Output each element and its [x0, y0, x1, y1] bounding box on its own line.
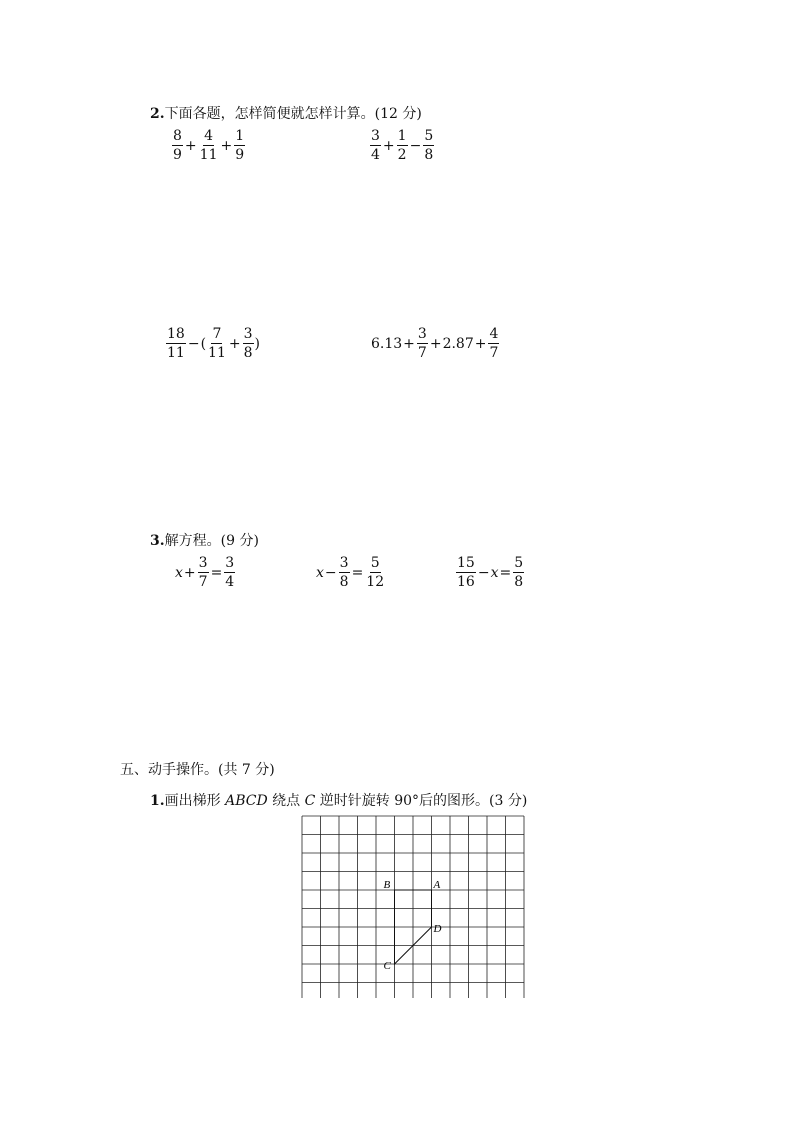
- operator: −: [409, 137, 422, 154]
- equals-sign: =: [351, 564, 364, 581]
- label-a: A: [433, 879, 441, 891]
- fraction: $\frac{3}{4}$: [371, 128, 380, 163]
- q3-equation-1: [175, 556, 236, 589]
- q2-expression-1: [171, 129, 246, 162]
- variable-x: x: [175, 564, 183, 581]
- fraction: $\frac{3}{7}$: [198, 555, 208, 590]
- q2-expression-2: [369, 129, 435, 162]
- operator: +: [220, 137, 233, 154]
- q3-number: 3.: [150, 533, 165, 549]
- q2-title: [150, 103, 422, 123]
- equals-sign: =: [210, 564, 223, 581]
- fraction: $\frac{1}{9}$: [235, 128, 245, 163]
- equals-sign: =: [499, 564, 512, 581]
- decimal-term: 2.87: [442, 335, 474, 352]
- operator: −: [477, 564, 490, 581]
- variable-x: x: [490, 564, 499, 581]
- grid-svg: [301, 815, 525, 998]
- fraction: $\frac{5}{8}$: [424, 128, 434, 163]
- label-b: B: [383, 879, 391, 891]
- operator: −: [187, 335, 200, 352]
- section-5-title: 五、动手操作。(共 7 分): [120, 762, 275, 778]
- fraction: $\frac{5}{12}$: [366, 555, 385, 590]
- trapezoid-name: ABCD: [225, 793, 268, 809]
- q2-text: 下面各题，怎样简便就怎样计算。(12 分): [164, 106, 422, 122]
- fraction: $\frac{4}{7}$: [489, 326, 499, 361]
- fraction: $\frac{7}{11}$: [208, 326, 226, 361]
- operator: +: [474, 335, 487, 352]
- label-d: D: [433, 923, 442, 935]
- fraction: $\frac{3}{7}$: [417, 326, 427, 361]
- variable-x: x: [316, 564, 324, 581]
- q3-title: [150, 530, 259, 550]
- operator: +: [429, 335, 442, 352]
- q3-text: 解方程。(9 分): [164, 533, 259, 549]
- s5-q1-text: 绕点: [267, 793, 305, 809]
- operator: +: [228, 335, 241, 352]
- s5-q1-text: 画出梯形: [164, 793, 226, 809]
- fraction: $\frac{1}{2}$: [397, 128, 407, 163]
- fraction: $\frac{15}{16}$: [457, 555, 475, 590]
- fraction: $\frac{5}{8}$: [514, 555, 524, 590]
- fraction: $\frac{3}{8}$: [339, 555, 349, 590]
- q2-expression-4: [371, 327, 500, 360]
- paren-open: (: [200, 335, 207, 352]
- fraction: $\frac{3}{8}$: [243, 326, 253, 361]
- operator: +: [183, 564, 196, 581]
- fraction: $\frac{3}{4}$: [225, 555, 235, 590]
- s5-q1-text: 逆时针旋转 90°后的图形。(3 分): [315, 793, 528, 809]
- s5-q1-number: 1.: [150, 793, 165, 809]
- paren-close: ): [254, 335, 260, 352]
- grid-diagram: [301, 815, 525, 1002]
- fraction: $\frac{4}{11}$: [199, 128, 218, 163]
- operator: +: [184, 137, 197, 154]
- operator: +: [403, 335, 415, 352]
- q2-expression-3: [165, 327, 260, 360]
- s5-q1-title: [150, 790, 527, 810]
- decimal-term: 6.13: [371, 335, 403, 352]
- q2-number: 2.: [150, 106, 165, 122]
- point-name: C: [304, 793, 316, 809]
- fraction: $\frac{8}{9}$: [173, 128, 182, 163]
- fraction: $\frac{18}{11}$: [167, 326, 185, 361]
- q3-equation-3: [455, 556, 525, 589]
- label-c: C: [383, 960, 391, 972]
- q3-equation-2: [316, 556, 386, 589]
- operator: +: [382, 137, 395, 154]
- grid-lines: [302, 816, 524, 998]
- operator: −: [324, 564, 337, 581]
